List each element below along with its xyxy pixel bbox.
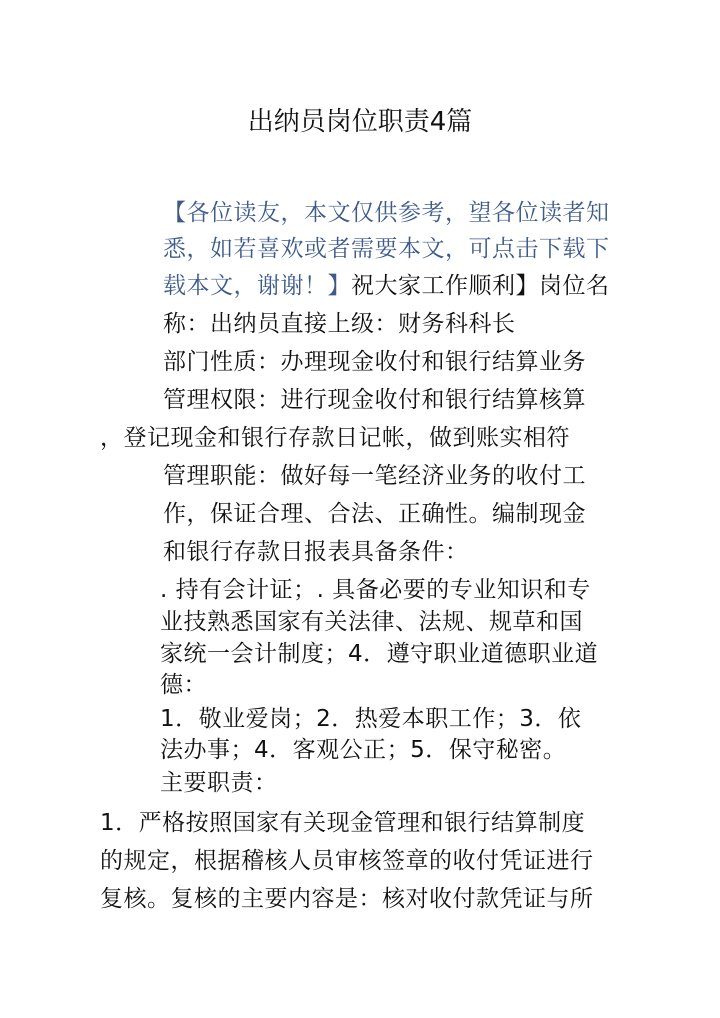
body-line: . 持有会计证；. 具备必要的专业知识和专: [160, 577, 591, 603]
body-line: 管理权限：进行现金收付和银行结算核算: [163, 387, 586, 413]
document-title: 出纳员岗位职责4篇: [247, 107, 473, 137]
body-line: 称：出纳员直接上级：财务科科长: [163, 311, 516, 337]
body-line: 家统一会计制度；4．遵守职业道德职业道: [160, 641, 599, 667]
notice-line-3-rest: 祝大家工作顺利】岗位名: [351, 273, 610, 299]
body-line: 业技熟悉国家有关法律、法规、规草和国: [160, 609, 583, 635]
body-line: 1．敬业爱岗；2．热爱本职工作；3．依: [160, 706, 582, 732]
body-line: 1．严格按照国家有关现金管理和银行结算制度: [100, 810, 586, 836]
notice-line-3: [163, 271, 610, 301]
body-line: 复核。复核的主要内容是：核对收付款凭证与所: [100, 886, 594, 912]
body-line: 的规定，根据稽核人员审核签章的收付凭证进行: [100, 848, 594, 874]
body-line: 德：: [160, 672, 207, 698]
body-line: 作，保证合理、合法、正确性。编制现金: [163, 501, 586, 527]
notice-line-2: 悉，如若喜欢或者需要本文，可点击下载下: [163, 236, 610, 262]
body-line: 法办事；4．客观公正；5．保守秘密。: [160, 737, 567, 763]
notice-line-3-note: 载本文，谢谢！】: [163, 273, 351, 299]
body-line: 和银行存款日报表具备条件：: [163, 539, 469, 565]
body-line: ，登记现金和银行存款日记帐，做到账实相符: [100, 425, 570, 451]
body-line: 管理职能：做好每一笔经济业务的收付工: [163, 463, 586, 489]
body-line: 主要职责：: [160, 770, 278, 796]
notice-line-1: 【各位读友，本文仅供参考，望各位读者知: [163, 200, 610, 226]
body-line: 部门性质：办理现金收付和银行结算业务: [163, 349, 586, 375]
